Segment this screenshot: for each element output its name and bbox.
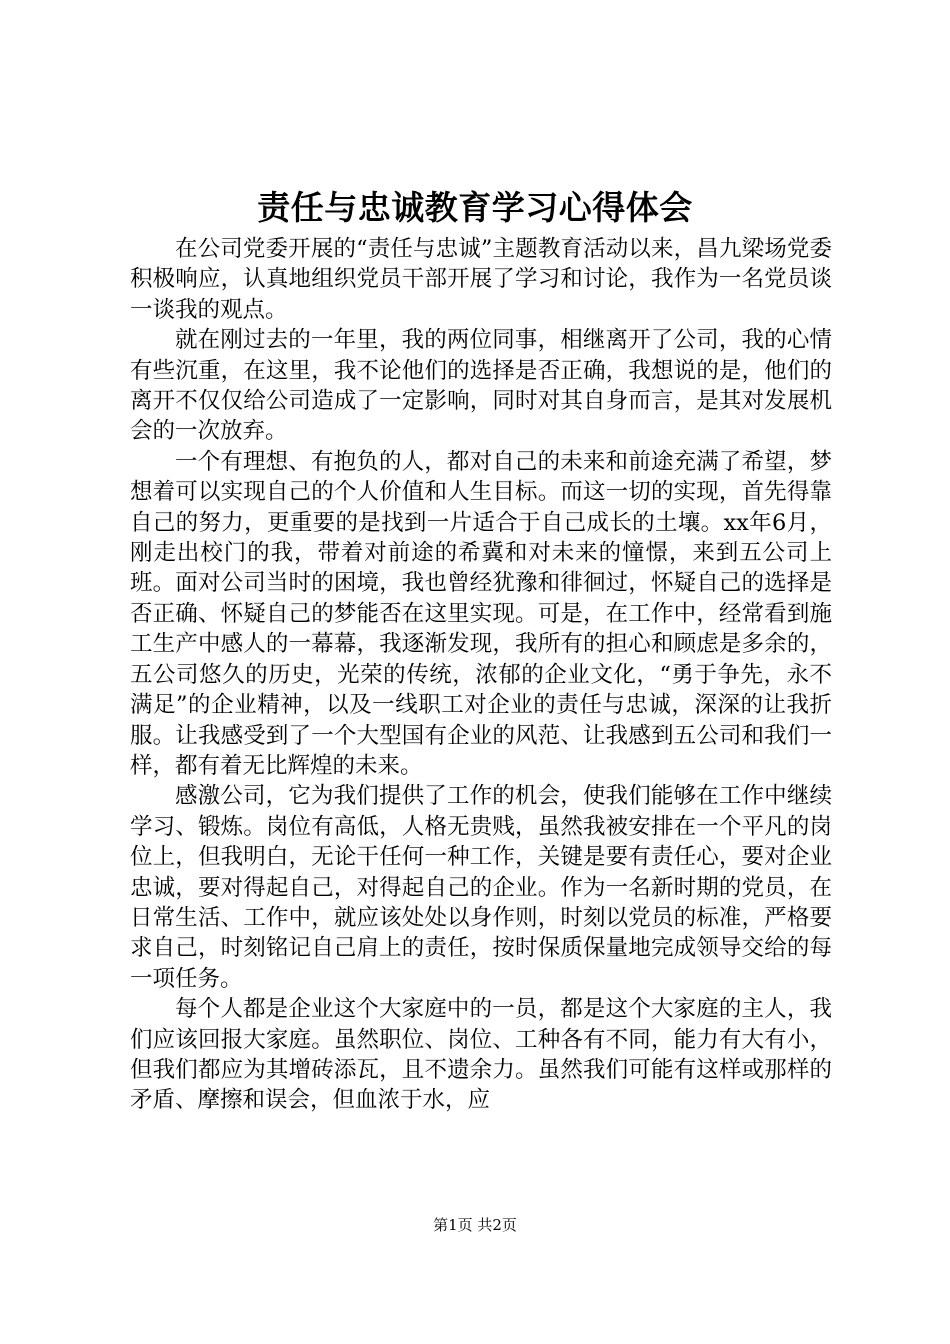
paragraph: 一个有理想、有抱负的人，都对自己的未来和前途充满了希望，梦想着可以实现自己的个人价值和人生目标。而这一切的实现，首先得靠自己的努力，更重要的是找到一片适合于自己成长的土壤。xx年6月，刚走出校门的我，带着对前途的希冀和对未来的憧憬，来到五公司上班。面对公司当时的困境，我也曾经犹豫和徘徊过，怀疑自己的选择是否正确、怀疑自己的梦能否在这里实现。可是，在工作中，经常看到施工生产中感人的一幕幕，我逐渐发现，我所有的担心和顾虑是多余的，五公司悠久的历史，光荣的传统，浓郁的企业文化，“勇于争先，永不满足”的企业精神，以及一线职工对企业的责任与忠诚，深深的让我折服。让我感受到了一个大型国有企业的风范、让我感到五公司和我们一样，都有着无比辉煌的未来。 bbox=[130, 448, 832, 779]
paragraph: 就在刚过去的一年里，我的两位同事，相继离开了公司，我的心情有些沉重，在这里，我不论他们的选择是否正确，我想说的是，他们的离开不仅仅给公司造成了一定影响，同时对其自身而言，是其对发展机会的一次放弃。 bbox=[130, 327, 832, 445]
paragraph: 每个人都是企业这个大家庭中的一员，都是这个大家庭的主人，我们应该回报大家庭。虽然职位、岗位、工种各有不同，能力有大有小，但我们都应为其增砖添瓦，且不遗余力。虽然我们可能有这样或那样的矛盾、摩擦和误会，但血浓于水，应 bbox=[130, 996, 832, 1114]
page-number-footer: 第1页 共2页 bbox=[433, 1216, 517, 1234]
document-body bbox=[130, 234, 832, 1116]
paragraph: 在公司党委开展的“责任与忠诚”主题教育活动以来，昌九梁场党委积极响应，认真地组织党员干部开展了学习和讨论，我作为一名党员谈一谈我的观点。 bbox=[130, 236, 832, 323]
paragraph: 感激公司，它为我们提供了工作的机会，使我们能够在工作中继续学习、锻炼。岗位有高低，人格无贵贱，虽然我被安排在一个平凡的岗位上，但我明白，无论干任何一种工作，关键是要有责任心，要对企业忠诚，要对得起自己，对得起自己的企业。作为一名新时期的党员，在日常生活、工作中，就应该处处以身作则，时刻以党员的标准，严格要求自己，时刻铭记自己肩上的责任，按时保质保量地完成领导交给的每一项任务。 bbox=[130, 783, 832, 992]
document-title: 责任与忠诚教育学习心得体会 bbox=[257, 188, 693, 227]
